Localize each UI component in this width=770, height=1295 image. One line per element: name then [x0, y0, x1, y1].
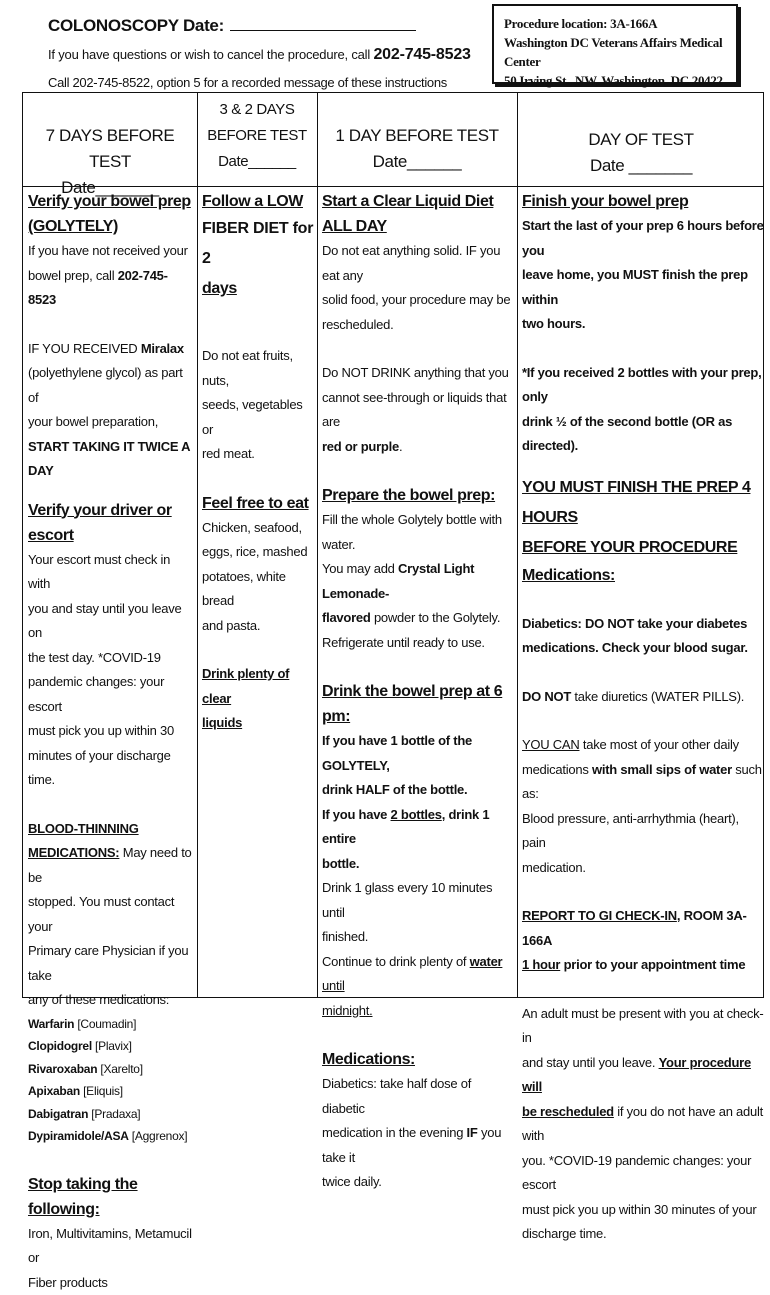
text-line: discharge time. [522, 1222, 764, 1247]
section-heading: Feel free to eat [202, 491, 316, 516]
section-heading: BEFORE YOUR PROCEDURE [522, 533, 764, 563]
text-line: medications with small sips of water such as: [522, 758, 764, 807]
column-header-3-2-days [197, 99, 317, 173]
text-line: medications. Check your blood sugar. [522, 636, 764, 661]
section-heading: Prepare the bowel prep: [322, 483, 516, 508]
text-line: Refrigerate until ready to use. [322, 631, 516, 656]
text-line: leave home, you MUST finish the prep within [522, 263, 764, 312]
column-date: Date______ [197, 151, 317, 173]
section-heading: Finish your bowel prep [522, 189, 764, 214]
column-divider [517, 93, 518, 997]
section-heading: (GOLYTELY) [28, 214, 194, 239]
text-line: potatoes, white bread [202, 565, 316, 614]
column-title: BEFORE TEST [197, 125, 317, 147]
text-line: red or purple. [322, 435, 516, 460]
text-line: 1 hour prior to your appointment time [522, 953, 764, 978]
medication-item: Apixaban [Eliquis] [28, 1080, 194, 1103]
text-line: pandemic changes: your escort [28, 670, 194, 719]
text-line: *If you received 2 bottles with your prep, only [522, 361, 764, 410]
text-line: minutes of your discharge time. [28, 744, 194, 793]
text-line: and pasta. [202, 614, 316, 639]
column-title: 3 & 2 DAYS [197, 99, 317, 121]
section-heading: liquids [202, 711, 316, 736]
text-line: red meat. [202, 442, 316, 467]
form-title [48, 16, 416, 36]
section-heading: YOU MUST FINISH THE PREP 4 HOURS [522, 473, 764, 533]
section-heading: Start a Clear Liquid Diet ALL DAY [322, 189, 516, 239]
text-line: You may add Crystal Light Lemonade- [322, 557, 516, 606]
text-line: IF YOU RECEIVED Miralax [28, 337, 194, 362]
medication-item: Clopidogrel [Plavix] [28, 1035, 194, 1058]
contact-text: If you have questions or wish to cancel the procedure, call [48, 47, 370, 62]
text-line: flavored powder to the Golytely. [322, 606, 516, 631]
section-heading: Medications: [522, 563, 764, 588]
text-line: (polyethylene glycol) as part of [28, 361, 194, 410]
text-line: MEDICATIONS: May need to be [28, 841, 194, 890]
text-line: eggs, rice, mashed [202, 540, 316, 565]
medication-item: Warfarin [Coumadin] [28, 1013, 194, 1036]
section-heading: BLOOD-THINNING [28, 817, 194, 842]
text-line: Do not eat anything solid. IF you eat any [322, 239, 516, 288]
text-line: must pick you up within 30 minutes of your [522, 1198, 764, 1223]
column-date: Date _______ [517, 153, 765, 179]
location-line: Procedure location: 3A-166A [504, 14, 736, 33]
text-line: Fiber products [28, 1271, 194, 1295]
column-1-day-body [322, 189, 516, 1195]
text-line: must pick you up within 30 [28, 719, 194, 744]
medication-item: Rivaroxaban [Xarelto] [28, 1058, 194, 1081]
column-date: Date_______ [23, 175, 197, 201]
contact-line [48, 46, 471, 64]
medication-item: Dabigatran [Pradaxa] [28, 1103, 194, 1126]
contact-phone: 202-745-8523 [373, 46, 470, 63]
column-title: DAY OF TEST [517, 127, 765, 153]
text-line: Diabetics: take half dose of diabetic [322, 1072, 516, 1121]
column-divider [317, 93, 318, 997]
text-line: any of these medications: [28, 988, 194, 1013]
text-line: Diabetics: DO NOT take your diabetes [522, 612, 764, 637]
column-3-2-days-body [202, 189, 316, 736]
title-text: COLONOSCOPY Date: [48, 16, 224, 35]
column-header-day-of [517, 127, 765, 179]
section-heading: Drink plenty of clear [202, 662, 316, 711]
section-heading: Follow a LOW [202, 189, 316, 214]
section-heading: Verify your driver or escort [28, 498, 194, 548]
section-heading: Verify your bowel prep [28, 189, 194, 214]
text-line: the test day. *COVID-19 [28, 646, 194, 671]
text-line: you. *COVID-19 pandemic changes: your escort [522, 1149, 764, 1198]
text-line: your bowel preparation, [28, 410, 194, 435]
text-line: and stay until you leave. Your procedure will [522, 1051, 764, 1100]
column-day-of-body [522, 189, 764, 1247]
text-line: Blood pressure, anti-arrhythmia (heart), pain [522, 807, 764, 856]
section-heading: Drink the bowel prep at 6 pm: [322, 679, 516, 729]
text-line: Chicken, seafood, [202, 516, 316, 541]
text-line: twice daily. [322, 1170, 516, 1195]
text-line: two hours. [522, 312, 764, 337]
text-line: be rescheduled if you do not have an adult with [522, 1100, 764, 1149]
text-line: medication in the evening IF you take it [322, 1121, 516, 1170]
text-line: Drink 1 glass every 10 minutes until [322, 876, 516, 925]
section-heading: Medications: [322, 1047, 516, 1072]
text-line: Start the last of your prep 6 hours before you [522, 214, 764, 263]
text-line: Do not eat fruits, nuts, [202, 344, 316, 393]
text-line: Primary care Physician if you take [28, 939, 194, 988]
recorded-message-line: Call 202-745-8522, option 5 for a recorded message of these instructions [48, 75, 447, 90]
text-line: you and stay until you leave on [28, 597, 194, 646]
text-line: medication. [522, 856, 764, 881]
text-line: Fill the whole Golytely bottle with [322, 508, 516, 533]
text-line: midnight. [322, 999, 516, 1024]
text-line: YOU CAN take most of your other daily [522, 733, 764, 758]
date-blank [230, 16, 416, 31]
instructions-table [22, 92, 764, 998]
text-line: START TAKING IT TWICE A DAY [28, 435, 194, 484]
section-heading: days [202, 274, 316, 304]
text-line: REPORT TO GI CHECK-IN, ROOM 3A-166A [522, 904, 764, 953]
text-line: Iron, Multivitamins, Metamucil or [28, 1222, 194, 1271]
section-heading: Stop taking the following: [28, 1172, 194, 1222]
location-line: 50 Irving St., NW, Washington, DC 20422 [504, 71, 736, 90]
column-title: 7 DAYS BEFORE TEST [23, 123, 197, 175]
medication-item: Dypiramidole/ASA [Aggrenox] [28, 1125, 194, 1148]
column-header-1-day [317, 123, 517, 175]
text-line: bottle. [322, 852, 516, 877]
text-line: drink ½ of the second bottle (OR as directed). [522, 410, 764, 459]
text-line: If you have 1 bottle of the GOLYTELY, [322, 729, 516, 778]
text-line: rescheduled. [322, 313, 516, 338]
text-line: stopped. You must contact your [28, 890, 194, 939]
text-line: finished. [322, 925, 516, 950]
column-divider [197, 93, 198, 997]
phone-number: 202-745-8523 [28, 268, 168, 308]
location-box [492, 4, 738, 84]
text-line: solid food, your procedure may be [322, 288, 516, 313]
location-line: Washington DC Veterans Affairs Medical Center [504, 33, 736, 71]
column-date: Date______ [317, 149, 517, 175]
text-line: DO NOT take diuretics (WATER PILLS). [522, 685, 764, 710]
column-7-days-body [28, 189, 194, 1295]
text-line: cannot see-through or liquids that are [322, 386, 516, 435]
text-line: Your escort must check in with [28, 548, 194, 597]
column-title: 1 DAY BEFORE TEST [317, 123, 517, 149]
text-line: Continue to drink plenty of water until [322, 950, 516, 999]
text-line: seeds, vegetables or [202, 393, 316, 442]
text-line: bowel prep, call 202-745-8523 [28, 264, 194, 313]
section-heading: FIBER DIET for 2 [202, 214, 316, 274]
text-line: An adult must be present with you at check-in [522, 1002, 764, 1051]
text-line: Do NOT DRINK anything that you [322, 361, 516, 386]
text-line: If you have not received your [28, 239, 194, 264]
text-line: water. [322, 533, 516, 558]
text-line: If you have 2 bottles, drink 1 entire [322, 803, 516, 852]
text-line: drink HALF of the bottle. [322, 778, 516, 803]
